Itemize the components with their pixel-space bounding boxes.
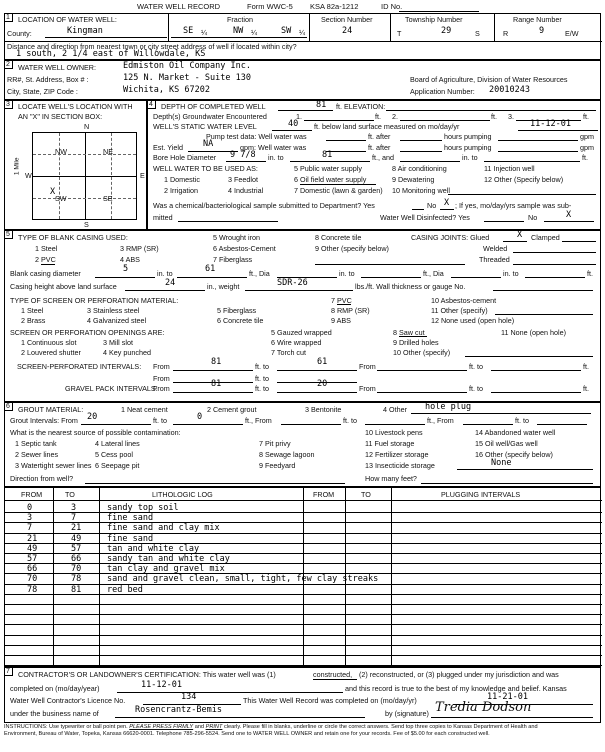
location-label: LOCATION OF WATER WELL: [18,15,117,24]
section-5-casing: 5 TYPE OF BLANK CASING USED: 5 Wrought iron 8 Concrete tile CASING JOINTS: Glued X Clamped 1 Steel 3 RMP (SR) 6 Asbestos-Cement 9 Other (specify below) Welded 2 PVC 4 ABS 7 Fiberglass Threaded Blank casing diameter 5 in. to 61 ft., Dia in. to ft., Dia in. to ft. Casing height above land surface 24 in., weight SDR-26 lbs./ft. Wall thickness or gauge No. TYPE OF SCREEN OR PERFORATION MATERIAL: 7 PVC 10 Asbestos-cement 1 Steel 3 Stainless steel 5 Fiberglass 8 RMP (SR) 11 Other (specify) 2 Brass 4 Galvanized steel 6 Concrete tile 9 ABS 12 None used (open hole) SCREEN OR PERFORATION OPENINGS ARE: 5 Gauzed wrapped 8 Saw cut 11 None (open hole) 1 Continuous slot 3 Mill slot 6 Wire wrapped 9 Drilled holes 2 Louvered shutter 4 Key punched 7 Torch cut 10 Other (specify) SCREEN-PERFORATED INTERVALS: From 81 ft. to 61 From ft. to ft. From ft. to GRAVEL PACK INTERVALS: From 81 ft. to 20 From ft. to ft. [4,230,601,402]
township-value: 29 [441,26,452,36]
application-label: Application Number: [410,87,475,96]
log-desc-cell: red bed [107,584,143,595]
log-row [5,553,602,563]
perf-to-value: 61 [317,357,328,367]
gravel-intervals-label: GRAVEL PACK INTERVALS: [65,384,158,393]
log-from-cell: 0 [27,503,33,513]
completed-value: 11-12-01 [141,680,182,690]
city-value: Wichita, KS 67202 [123,85,210,95]
log-empty-row-line [5,604,602,605]
fraction-label: Fraction [227,15,253,24]
casing-joints-label: CASING JOINTS: Glued [411,233,490,242]
casing-height-label: Casing height above land surface [10,282,117,291]
owner-label: WATER WELL OWNER: [18,63,96,72]
bore-label: Bore Hole Diameter [153,153,217,162]
casing-height-value: 24 [165,278,176,288]
section-number: 1 [4,13,13,22]
log-to-cell: 3 [71,503,77,513]
log-row [5,502,602,512]
mile-label: 1 Mile [13,157,21,176]
id-underline [399,11,479,12]
log-header-to: TO [65,490,75,499]
distance-label: Distance and direction from nearest town or city street address of well if located within city? [7,42,297,51]
log-to-cell: 70 [71,564,82,575]
log-row [5,522,602,532]
city-label: City, State, ZIP Code : [7,87,78,96]
log-row [5,512,602,522]
fraction-3: SW [281,26,292,36]
signature: Tredia Dodson [435,700,532,715]
business-value: Rosencrantz-Bemis [135,705,222,715]
section-box [32,132,137,220]
log-header-litho: LITHOLOGIC LOG [152,490,213,499]
disinfected-label: Water Well Disinfected? Yes [380,213,470,222]
chem-no-mark: X [444,198,450,208]
openings-label: SCREEN OR PERFORATION OPENINGS ARE: [10,328,165,337]
log-row [5,584,602,594]
range-ew: E/W [565,29,579,38]
chem-sample-label: Was a chemical/bacteriological sample submitted to Department? Yes [153,201,375,210]
log-from-cell: 49 [27,543,38,554]
contamination-label: What is the nearest source of possible contamination: [10,428,181,437]
log-from-cell: 3 [27,513,33,524]
distance-value: 1 south, 2 1/4 east of Willowdale, KS [16,49,206,59]
section-value: 24 [342,26,353,36]
record-date-value: 11-21-01 [487,692,528,702]
gravel-from-value: 81 [211,379,222,389]
how-many-feet-label: How many feet? [365,474,417,483]
log-empty-row-line [5,655,602,656]
log-header-to-2: TO [361,490,371,499]
static-level-label: WELL'S STATIC WATER LEVEL [153,122,257,131]
township-label: Township Number [405,15,463,24]
log-to-cell: 78 [71,574,82,585]
bore-value: 9 7/8 [230,150,256,160]
log-from-cell: 78 [27,584,38,595]
log-row [5,563,602,573]
log-header-from: FROM [21,490,43,499]
instructions-line-1: INSTRUCTIONS: Use typewriter or ball point pen. PLEASE PRESS FIRMLY and PRINT clearly. Please fill in blanks, underline or circle the correct answers. Send top three copies to Kansas Department of Health and [4,724,538,730]
log-row [5,543,602,553]
log-header-from-2: FROM [313,490,335,499]
depth-value: 81 [316,100,327,110]
log-from-cell: 57 [27,554,38,564]
glued-mark: X [517,230,523,240]
grout-intervals-label: Grout Intervals: From [10,416,78,425]
form-number: Form WWC-5 [247,2,293,11]
log-empty-row-line [5,645,602,646]
log-from-cell: 7 [27,523,33,534]
log-desc-cell: fine sand and clay mix [107,523,220,534]
nw-quadrant: NW [55,147,67,156]
log-from-cell: 70 [27,574,38,585]
address-value: 125 N. Market - Suite 130 [123,73,251,83]
casing-diameter-label: Blank casing diameter [10,269,81,278]
log-desc-cell: fine sand [107,533,154,544]
section-4-well-depth: 4 DEPTH OF COMPLETED WELL 81 ft. ELEVATION: Depth(s) Groundwater Encountered 1. ft. 2. ft. 3. ft. WELL'S STATIC WATER LEVEL 40 ft. below land surface measured on mo/day/yr 11-12-01 Pump test data: Well water was ft. after hours pumping gpm Est. Yield NA gpm: Well water was ft. after hours pumping gpm Bore Hole Diameter 9 7/8 in. to 81 ft., and in. to ft. WELL WATER TO BE USED AS: 5 Public water supply 8 Air conditioning 11 Injection well 1 Domestic 3 Feedlot 6 Oil field water supply 9 Dewatering 12 Other (Specify below) 2 Irrigation 4 Industrial 7 Domestic (lawn & garden) 10 Monitoring well Was a chemical/bacteriological sample submitted to Department? Yes No X ; If yes, mo/day/yrs sample was sub- mitted Water Well Disinfected? Yes No X [147,100,601,230]
log-desc-cell: fine sand [107,513,154,524]
screen-pvc-selected: 7 PVC [331,296,352,305]
log-to-cell: 57 [71,543,82,554]
pump-test-label: Pump test data: Well water was [206,132,307,141]
static-date-value: 11-12-01 [530,119,571,129]
certification-text-1: CONTRACTOR'S OR LANDOWNER'S CERTIFICATION: This water well was (1) [18,670,276,679]
depth-label: DEPTH OF COMPLETED WELL [161,102,266,111]
perf-intervals-label: SCREEN-PERFORATED INTERVALS: [17,362,142,371]
section-1-location: 1 LOCATION OF WATER WELL: County: Kingman Fraction SE ¼ NW ¼ SW ¼ Section Number 24 Township Number T 29 S Range Number R 9 E/W Distance and direction from nearest town or city street address of well if located within city? 1 south, 2 1/4 east of Willowdale, KS [4,13,601,60]
instructions-line-2: Environment, Bureau of Water, Topeka, Kansas 66620-0001. Telephone 785-296-5524. Send one to WATER WELL OWNER and retain one for your records. Fee of $5.00 for each constructed well. [4,731,490,737]
log-to-cell: 21 [71,523,82,534]
disinfected-no-mark: X [566,210,572,220]
constructed-selected: constructed, [313,670,353,679]
log-desc-cell: sand and gravel clean, small, tight, few clay streaks [107,574,379,585]
grid-title-2: AN "X" IN SECTION BOX: [18,112,103,121]
instructions [4,724,601,738]
grout-from-value: 20 [87,412,98,422]
grout-to-value: 0 [197,412,203,422]
range-label: Range Number [513,15,562,24]
ksa-reference: KSA 82a-1212 [310,2,359,11]
fraction-2: NW [233,26,244,36]
direction-label: Direction from well? [10,474,74,483]
log-from-cell: 66 [27,564,38,575]
board-label: Board of Agriculture, Division of Water Resources [410,75,568,84]
north-label: N [84,122,90,131]
yield-label: Est. Yield [153,143,183,152]
id-label: ID No. [381,2,403,11]
saw-cut-selected: 8 Saw cut [393,328,425,337]
sw-quadrant: SW [55,194,67,203]
range-value: 9 [539,26,545,36]
yield-value: NA [203,139,214,149]
license-value: 134 [181,692,197,702]
owner-value: Edmiston Oil Company Inc. [123,61,251,71]
casing-to-value: 61 [205,264,216,274]
log-desc-cell: sandy top soil [107,503,179,513]
log-row [5,533,602,543]
fraction-1: SE [183,26,194,36]
groundwater-label: Depth(s) Groundwater Encountered [153,112,267,121]
grout-material-label: GROUT MATERIAL: [18,405,84,414]
contamination-other-value: None [491,458,512,468]
ne-quadrant: NE [103,147,113,156]
section-7-certification: 7 CONTRACTOR'S OR LANDOWNER'S CERTIFICATION: This water well was (1) constructed, (2) reconstructed, or (3) plugged under my jurisdiction and was completed on (mo/day/year) 11-12-01 and this record is true to the best of my knowledge and belief. Kansas Water Well Contractor's Licence No. 134 This Water Well Record was completed on (mo/day/yr) 11-21-01 under the business name of Rosencrantz-Bemis by (signature) Tredia Dodson [4,667,601,723]
casing-weight-value: SDR-26 [277,278,308,288]
east-label: E [140,171,145,180]
perf-from-value: 81 [211,357,222,367]
casing-pvc-selected: 2 PVC [35,255,56,264]
section-3-location-grid: 3 LOCATE WELL'S LOCATION WITH AN "X" IN SECTION BOX: N S W E 1 Mile NW NE SW SE X [4,100,147,230]
use-oil-field-selected: 6 Oil field water supply [294,175,367,184]
use-label: WELL WATER TO BE USED AS: [153,164,258,173]
application-value: 20010243 [489,85,530,95]
casing-diameter-value: 5 [123,264,129,274]
section-6-grout: 6 GROUT MATERIAL: 1 Neat cement 2 Cement grout 3 Bentonite 4 Other hole plug Grout Intervals: From 20 ft. to 0 ft., From ft. to ft., From ft. to What is the nearest source of possible contamination: 10 Livestock pens 14 Abandoned water well 1 Septic tank 4 Lateral lines 7 Pit privy 11 Fuel storage 15 Oil well/Gas well 2 Sewer lines 5 Cess pool 8 Sewage lagoon 12 Fertilizer storage 16 Other (specify below) 3 Watertight sewer lines 6 Seepage pit 9 Feedyard 13 Insecticide storage None Direction from well? How many feet? [4,402,601,487]
log-to-cell: 49 [71,533,82,544]
log-empty-row-line [5,614,602,615]
log-header-plugging: PLUGGING INTERVALS [441,490,521,499]
screen-type-label: TYPE OF SCREEN OR PERFORATION MATERIAL: [10,296,179,305]
license-label: Water Well Contractor's Licence No. [10,696,126,705]
grout-other-value: hole plug [425,402,472,412]
lithologic-log-table [4,487,601,667]
county-value: Kingman [67,26,103,36]
log-desc-cell: tan clay and gravel mix [107,564,225,575]
grid-title: LOCATE WELL'S LOCATION WITH [18,102,133,111]
log-desc-cell: sandy tan and white clay [107,554,230,564]
log-from-cell: 21 [27,533,38,544]
west-label: W [25,171,32,180]
gravel-to-value: 20 [317,379,328,389]
log-to-cell: 7 [71,513,77,524]
section-2-owner: 2 WATER WELL OWNER: Edmiston Oil Company Inc. RR#, St. Address, Box # : 125 N. Market - Suite 130 City, State, ZIP Code : Wichita, KS 67202 Board of Agriculture, Division of Water Resources Application Number: 20010243 [4,60,601,100]
log-to-cell: 66 [71,554,82,564]
log-desc-cell: tan and white clay [107,543,200,554]
log-to-cell: 81 [71,584,82,595]
log-empty-row-line [5,624,602,625]
log-empty-row-line [5,635,602,636]
south-label: S [84,220,89,229]
se-quadrant: SE [103,194,113,203]
static-level-value: 40 [288,119,299,129]
county-label: County: [7,29,32,38]
form-header [4,2,601,12]
casing-type-label: TYPE OF BLANK CASING USED: [18,233,128,242]
address-label: RR#, St. Address, Box # : [7,75,89,84]
business-label: under the business name of [10,709,99,718]
completed-label: completed on (mo/day/year) [10,684,100,693]
form-title: WATER WELL RECORD [137,2,221,11]
water-well-record-form [4,2,601,750]
section-number-label: Section Number [321,15,373,24]
log-row [5,573,602,583]
well-location-mark: X [50,187,56,197]
bore-to-value: 81 [322,150,333,160]
